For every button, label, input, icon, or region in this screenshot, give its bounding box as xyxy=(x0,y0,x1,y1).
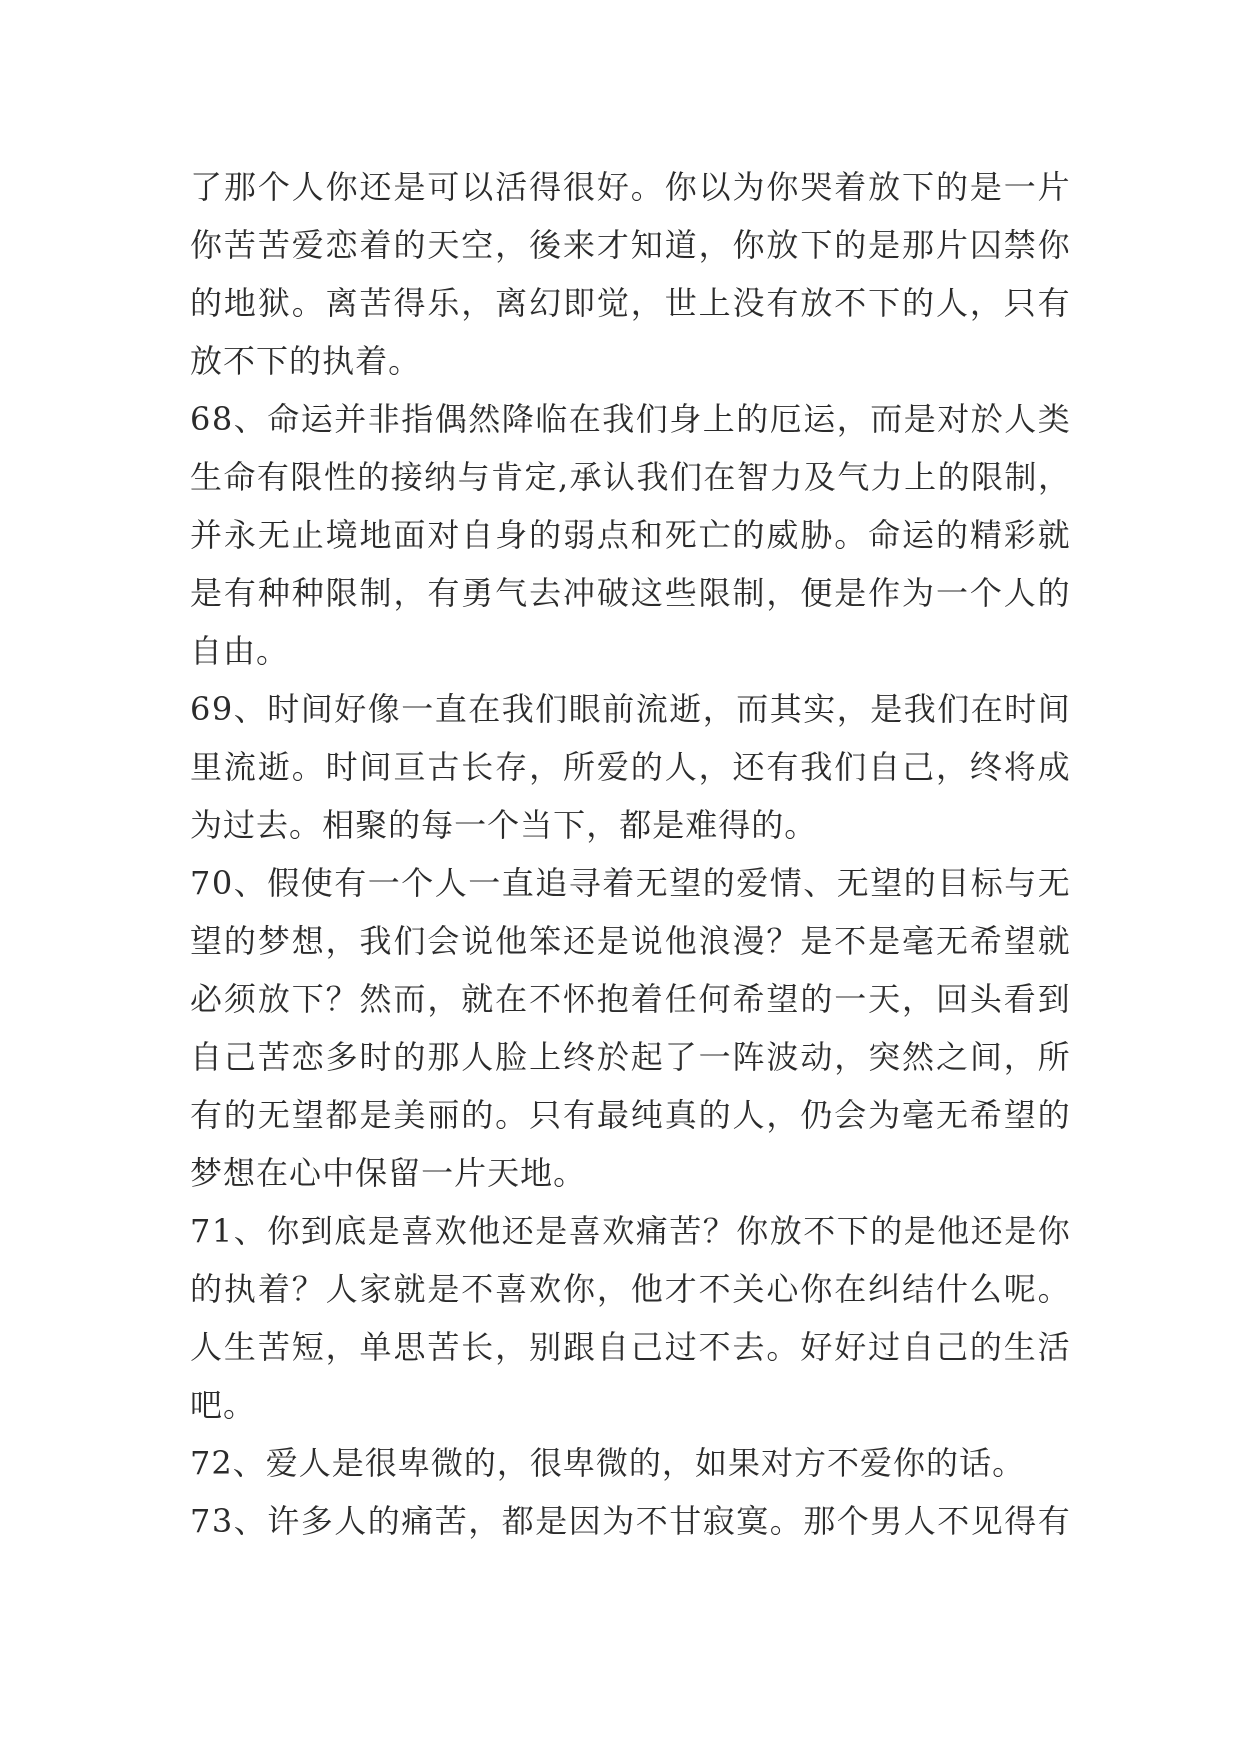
text-line: 有 的 无 望 都 是 美 丽 的 。 只 有 最 纯 真 的 人 ， 仍 会 为 毫 无 希 望 的 xyxy=(190,1096,1070,1134)
text-line: 7 2 、 爱 人 是 很 卑 微 的 ， 很 卑 微 的 ， 如 果 对 方 不 爱 你 的 话 。 xyxy=(190,1444,1025,1482)
text-line: 是 有 种 种 限 制 ， 有 勇 气 去 冲 破 这 些 限 制 ， 便 是 作 为 一 个 人 的 xyxy=(190,574,1070,612)
text-line: 的 执 着 ？ 人 家 就 是 不 喜 欢 你 ， 他 才 不 关 心 你 在 纠 结 什 么 呢 。 xyxy=(190,1270,1070,1308)
text-line: 人 生 苦 短 ， 单 思 苦 长 ， 别 跟 自 己 过 不 去 。 好 好 过 自 己 的 生 活 xyxy=(190,1328,1070,1366)
text-line: 放 不 下 的 执 着 。 xyxy=(190,342,421,380)
text-line: 吧 。 xyxy=(190,1386,256,1424)
text-line: 必 须 放 下 ？ 然 而 ， 就 在 不 怀 抱 着 任 何 希 望 的 一 天 ， 回 头 看 到 xyxy=(190,980,1070,1018)
text-line: 了 那 个 人 你 还 是 可 以 活 得 很 好 。 你 以 为 你 哭 着 放 下 的 是 一 片 xyxy=(190,168,1070,206)
text-line: 7 1 、 你 到 底 是 喜 欢 他 还 是 喜 欢 痛 苦 ？ 你 放 不 下 的 是 他 还 是 你 xyxy=(190,1212,1070,1250)
text-line: 6 8 、 命 运 并 非 指 偶 然 降 临 在 我 们 身 上 的 厄 运 ， 而 是 对 於 人 类 xyxy=(190,400,1070,438)
text-line: 你 苦 苦 爱 恋 着 的 天 空 ， 後 来 才 知 道 ， 你 放 下 的 是 那 片 囚 禁 你 xyxy=(190,226,1070,264)
text-line: 自 由 。 xyxy=(190,632,289,670)
text-line: 6 9 、 时 间 好 像 一 直 在 我 们 眼 前 流 逝 ， 而 其 实 ， 是 我 们 在 时 间 xyxy=(190,690,1070,728)
text-line: 7 0 、 假 使 有 一 个 人 一 直 追 寻 着 无 望 的 爱 情 、 无 望 的 目 标 与 无 xyxy=(190,864,1070,902)
text-line: 望 的 梦 想 ， 我 们 会 说 他 笨 还 是 说 他 浪 漫 ？ 是 不 是 毫 无 希 望 就 xyxy=(190,922,1070,960)
text-line: 的 地 狱 。 离 苦 得 乐 ， 离 幻 即 觉 ， 世 上 没 有 放 不 下 的 人 ， 只 有 xyxy=(190,284,1070,322)
text-line: 自 己 苦 恋 多 时 的 那 人 脸 上 终 於 起 了 一 阵 波 动 ， 突 然 之 间 ， 所 xyxy=(190,1038,1070,1076)
text-line: 并 永 无 止 境 地 面 对 自 身 的 弱 点 和 死 亡 的 威 胁 。 命 运 的 精 彩 就 xyxy=(190,516,1070,554)
document-body xyxy=(190,158,1070,1550)
text-line: 梦 想 在 心 中 保 留 一 片 天 地 。 xyxy=(190,1154,586,1192)
text-line: 里 流 逝 。 时 间 亘 古 长 存 ， 所 爱 的 人 ， 还 有 我 们 自 己 ， 终 将 成 xyxy=(190,748,1070,786)
text-line: 为 过 去 。 相 聚 的 每 一 个 当 下 ， 都 是 难 得 的 。 xyxy=(190,806,817,844)
text-line: 生 命 有 限 性 的 接 纳 与 肯 定 , 承 认 我 们 在 智 力 及 气 力 上 的 限 制 ， xyxy=(190,458,1070,496)
text-line: 7 3 、 许 多 人 的 痛 苦 ， 都 是 因 为 不 甘 寂 寞 。 那 个 男 人 不 见 得 有 xyxy=(190,1502,1070,1540)
